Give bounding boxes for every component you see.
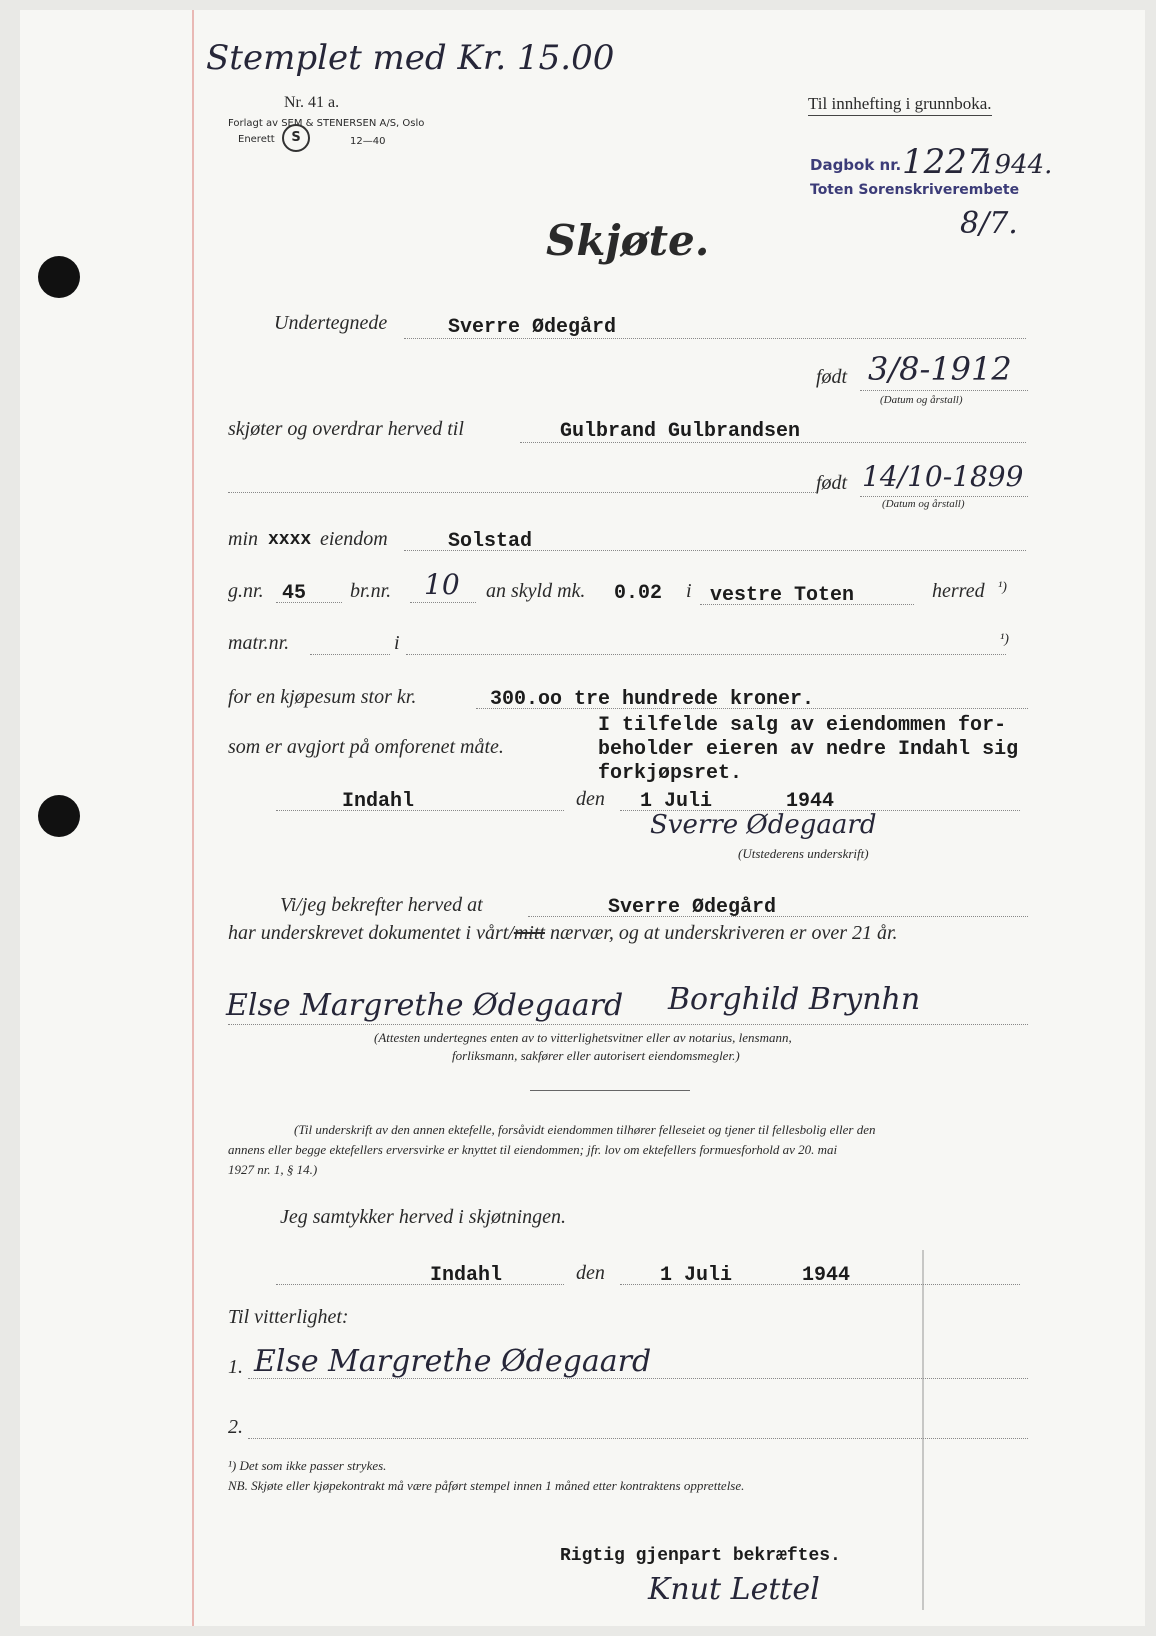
buyer-label: skjøter og overdrar herved til bbox=[228, 418, 464, 440]
terms-line-3: forkjøpsret. bbox=[598, 762, 743, 785]
pencil-mark bbox=[922, 1250, 924, 1610]
consent-den: den bbox=[576, 1262, 605, 1284]
registry-stamp-label: Dagbok nr. bbox=[810, 156, 902, 174]
place-den: den bbox=[576, 788, 605, 810]
gnr-label: g.nr. bbox=[228, 580, 264, 602]
witness-prefix: Vi/jeg bekrefter herved at bbox=[280, 894, 483, 916]
herred-i: i bbox=[686, 580, 692, 602]
property-struck: xxxx bbox=[268, 530, 312, 550]
seller-born-hint: (Datum og årstall) bbox=[880, 394, 963, 406]
seller-label: Undertegnede bbox=[274, 312, 388, 334]
footnote-1: ¹) Det som ikke passer strykes. bbox=[228, 1458, 387, 1473]
brnr-value: 10 bbox=[424, 568, 460, 601]
seller-born-label: født bbox=[816, 366, 848, 388]
matr-footnote: ¹) bbox=[1000, 632, 1009, 647]
buyer-extra-line bbox=[228, 492, 818, 493]
witness-subject: Sverre Ødegård bbox=[608, 896, 777, 919]
publisher-line: Forlagt av SEM & STENERSEN A/S, Oslo bbox=[228, 118, 425, 129]
consent-text: Jeg samtykker herved i skjøtningen. bbox=[280, 1206, 567, 1228]
witness-struck: mitt bbox=[513, 922, 545, 944]
margin-line bbox=[192, 10, 194, 1626]
vitterlighet-number-1: 1. bbox=[228, 1356, 243, 1378]
witness-signature-1: Else Margrethe Ødegaard bbox=[226, 988, 624, 1023]
form-number: Nr. 41 a. bbox=[284, 94, 340, 111]
filing-note: Til innhefting i grunnboka. bbox=[808, 94, 992, 116]
price-value: 300.oo tre hundrede kroner. bbox=[490, 688, 815, 711]
matr-line bbox=[310, 654, 390, 655]
buyer-born-label: født bbox=[816, 472, 848, 494]
issuer-caption: (Utstederens underskrift) bbox=[738, 846, 869, 861]
price-label: for en kjøpesum stor kr. bbox=[228, 686, 417, 708]
footnote-2: NB. Skjøte eller kjøpekontrakt må være påført stempel innen 1 måned etter kontraktens opprettelse. bbox=[228, 1478, 745, 1493]
brnr-label: br.nr. bbox=[350, 580, 392, 602]
terms-line-1: I tilfelde salg av eiendommen for- bbox=[598, 714, 1007, 737]
punch-hole-bottom bbox=[38, 795, 80, 837]
vitterlighet-number-2: 2. bbox=[228, 1416, 243, 1438]
witness-note-1: (Attesten undertegnes enten av to vitterlighetsvitner eller av notarius, lensmann, bbox=[374, 1030, 792, 1045]
registry-date: 8/7. bbox=[960, 206, 1018, 241]
publisher-rights: Enerett bbox=[238, 134, 275, 145]
buyer-born-line bbox=[860, 496, 1028, 497]
spouse-note-1: (Til underskrift av den annen ektefelle, forsåvidt eiendommen tilhører felleseiet og tjener til fellesbolig eller den bbox=[294, 1122, 876, 1137]
herred-footnote: ¹) bbox=[998, 580, 1007, 595]
vitterlighet-line-2 bbox=[248, 1438, 1028, 1439]
property-prefix: min bbox=[228, 528, 258, 550]
witness-signature-line bbox=[228, 1024, 1028, 1025]
brnr-line bbox=[410, 602, 476, 603]
skyld-label: an skyld mk. bbox=[486, 580, 586, 602]
divider bbox=[530, 1090, 690, 1091]
seller-birth-date: 3/8-1912 bbox=[868, 350, 1012, 388]
skyld-value: 0.02 bbox=[614, 582, 663, 605]
document-title: Skjøte. bbox=[546, 216, 710, 265]
certification-text: Rigtig gjenpart bekræftes. bbox=[560, 1546, 841, 1566]
seller-name: Sverre Ødegård bbox=[448, 316, 617, 339]
consent-place-line bbox=[276, 1284, 564, 1285]
herred-name: vestre Toten bbox=[710, 584, 855, 607]
matr-label: matr.nr. bbox=[228, 632, 290, 654]
matr-place-line bbox=[406, 654, 1006, 655]
registry-year: 1944. bbox=[978, 150, 1053, 180]
property-label: eiendom bbox=[320, 528, 388, 550]
buyer-name: Gulbrand Gulbrandsen bbox=[560, 420, 801, 443]
issuer-signature: Sverre Ødegaard bbox=[650, 810, 877, 840]
place-year: 1944 bbox=[786, 790, 835, 813]
registry-number: 1227 bbox=[902, 142, 989, 182]
vitterlighet-signature-1: Else Margrethe Ødegaard bbox=[254, 1344, 652, 1379]
place-line bbox=[276, 810, 564, 811]
gnr-value: 45 bbox=[282, 582, 307, 605]
witness-signature-2: Borghild Brynhn bbox=[668, 982, 921, 1017]
matr-i: i bbox=[394, 632, 400, 654]
certification-signature: Knut Lettel bbox=[648, 1572, 820, 1607]
spouse-note-3: 1927 nr. 1, § 14.) bbox=[228, 1162, 318, 1177]
consent-year: 1944 bbox=[802, 1264, 851, 1287]
buyer-birth-date: 14/10-1899 bbox=[862, 460, 1024, 493]
witness-line bbox=[528, 916, 1028, 917]
witness-text-rest: nærvær, og at underskriveren er over 21 år. bbox=[549, 922, 898, 944]
witness-text: har underskrevet dokumentet i vårt/ bbox=[228, 922, 514, 944]
consent-place: Indahl bbox=[430, 1264, 503, 1287]
witness-line2 bbox=[228, 922, 898, 945]
consent-date: 1 Juli bbox=[660, 1264, 733, 1287]
deed-page bbox=[20, 10, 1145, 1626]
punch-hole-top bbox=[38, 256, 80, 298]
seller-born-line bbox=[860, 390, 1028, 391]
buyer-born-hint: (Datum og årstall) bbox=[882, 498, 965, 510]
vitterlighet-label: Til vitterlighet: bbox=[228, 1306, 349, 1328]
publisher-code: 12—40 bbox=[350, 136, 386, 147]
herred-label: herred bbox=[932, 580, 985, 602]
registry-office: Toten Sorenskriverembete bbox=[810, 182, 1020, 198]
property-name: Solstad bbox=[448, 530, 533, 553]
terms-line-2: beholder eieren av nedre Indahl sig bbox=[598, 738, 1019, 761]
place-name: Indahl bbox=[342, 790, 415, 813]
stamp-duty-note: Stemplet med Kr. 15.00 bbox=[206, 38, 615, 78]
publisher-logo: S bbox=[282, 124, 310, 152]
spouse-note-2: annens eller begge ektefellers erversvirke er knyttet til eiendommen; jfr. lov om ektefellers formuesforhold av 20. mai bbox=[228, 1142, 838, 1157]
witness-note-2: forliksmann, sakfører eller autorisert eiendomsmegler.) bbox=[452, 1048, 740, 1063]
place-date: 1 Juli bbox=[640, 790, 713, 813]
terms-label: som er avgjort på omforenet måte. bbox=[228, 736, 504, 758]
